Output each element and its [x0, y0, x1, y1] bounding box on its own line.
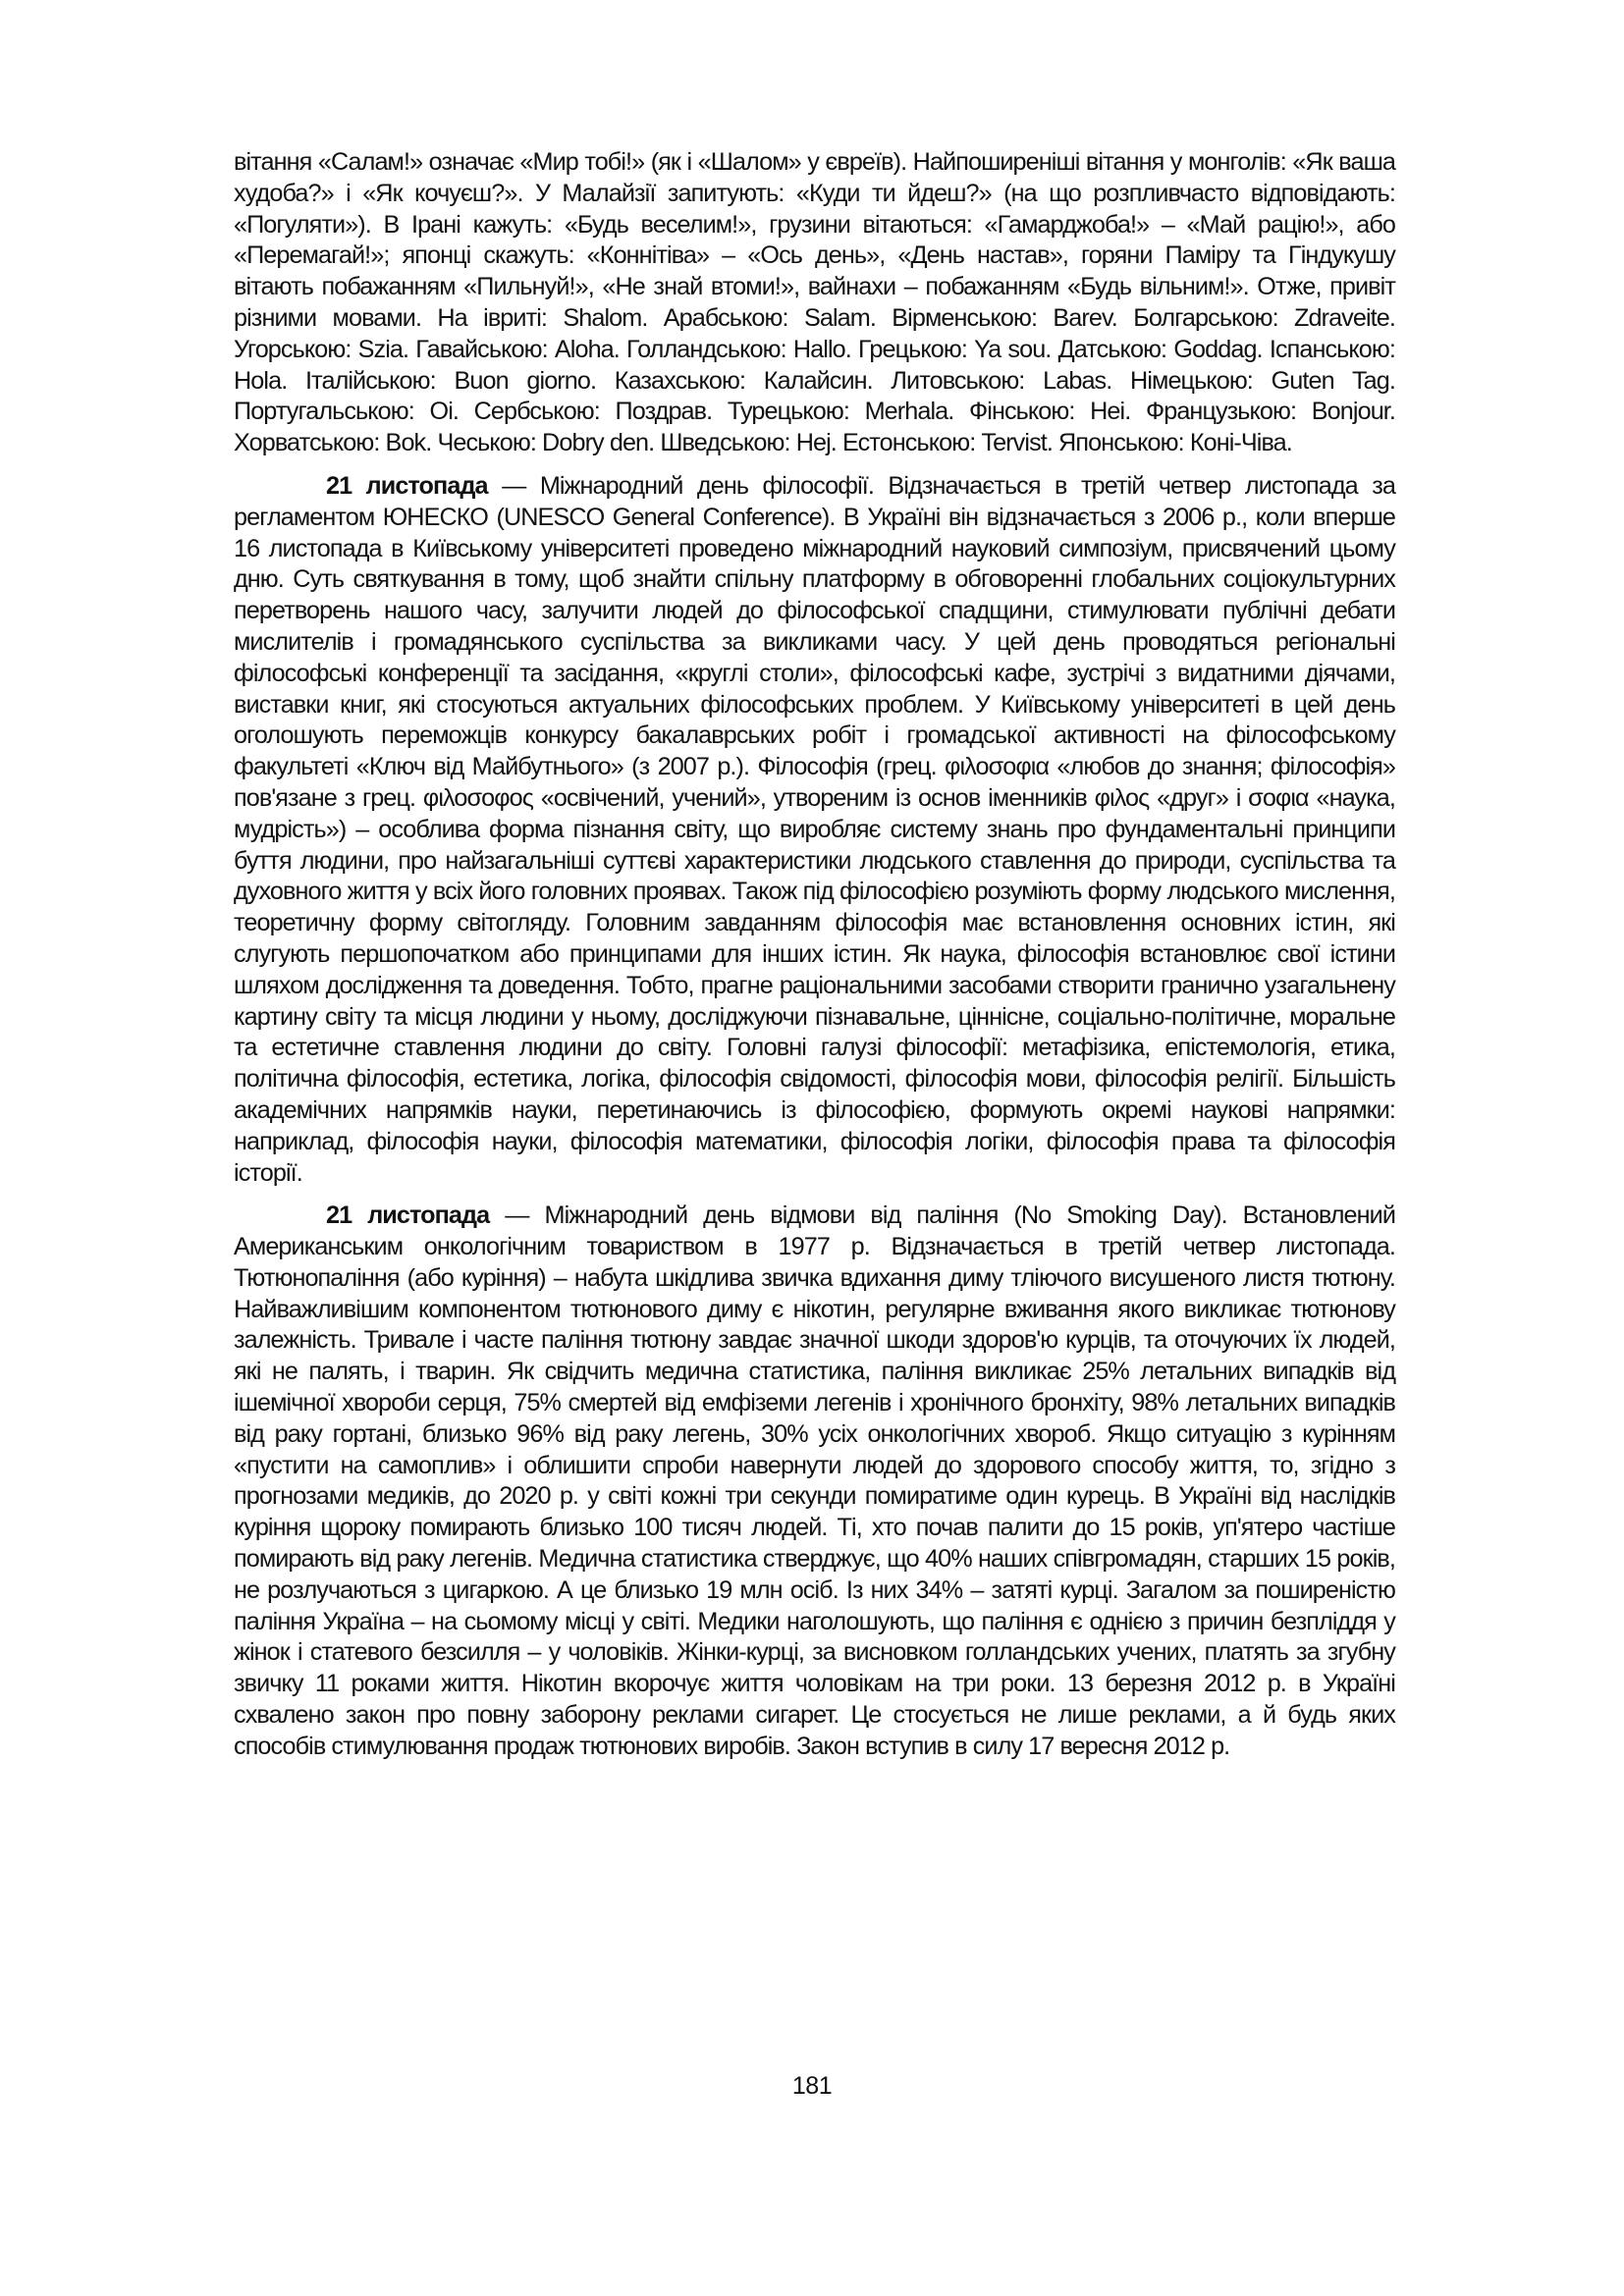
entry-date: 21 листопада — [326, 471, 488, 500]
entry-text: — Міжнародний день відмови від паління (No Smoking Day). Встановлений Американським онкологічним товариством в 1977 р. Відзначається в третій четвер листопада. Тютюнопаління (або куріння) – набута шкідлива звичка вдихання диму тліючого висушеного листя тютюну. Найважливішим компонентом тютюнового диму є нікотин, регулярне вживання якого викликає тютюнову залежність. Тривале і часте паління тютюну завдає значної шкоди здоров'ю курців, та оточуючих їх людей, які не палять, і тварин. Як свідчить медична статистика, паління викликає 25% летальних випадків від ішемічної хвороби серця, 75% смертей від емфіземи легенів і хронічного бронхіту, 98% летальних випадків від раку гортані, близько 96% від раку легень, 30% усіх онкологічних хвороб. Якщо ситуацію з курінням «пустити на самоплив» і облишити спроби навернути людей до здорового способу життя, то, згідно з прогнозами медиків, до 2020 р. у світі кожні три секунди помиратиме один курець. В Україні від наслідків куріння щороку помирають близько 100 тисяч людей. Ті, хто почав палити до 15 років, уп'ятеро частіше помирають від раку легенів. Медична статистика стверджує, що 40% наших співгромадян, старших 15 років, не розлучаються з цигаркою. А це близько 19 млн осіб. Із них 34% – затяті курці. Загалом за поширеністю паління Україна – на сьомому місці у світі. Медики наголошують, що паління є однією з причин безпліддя у жінок і статевого безсилля – у чоловіків. Жінки-курці, за висновком голландських учених, платять за згубну звичку 11 роками життя. Нікотин вкорочує життя чоловікам на три роки. 13 березня 2012 р. в Україні схвалено закон про повну заборону реклами сигарет. Це стосується не лише реклами, а й будь яких способів стимулювання продаж тютюнових виробів. Закон вступив в силу 17 вересня 2012 р. — [234, 1201, 1395, 1760]
page-number: 181 — [791, 2072, 833, 2100]
entry-text: — Міжнародний день філософії. Відзначається в третій четвер листопада за регламентом ЮНЕСКО (UNESCO General Conference). В Україні він відзначається з 2006 р., коли вперше 16 листопада в Київському університеті проведено міжнародний науковий симпозіум, присвячений цьому дню. Суть святкування в тому, щоб знайти спільну платформу в обговоренні глобальних соціокультурних перетворень нашого часу, залучити людей до філософської спадщини, стимулювати публічні дебати мислителів і громадянського суспільства за викликами часу. У цей день проводяться регіональні філософські конференції та засідання, «круглі столи», філософські кафе, зустрічі з видатними діячами, виставки книг, які стосуються актуальних філософських проблем. У Київському університеті в цей день оголошують переможців конкурсу бакалаврських робіт і громадської активності на філософському факультеті «Ключ від Майбутнього» (з 2007 р.). Філософія (грец. φιλοσοφια «любов до знання; філософія» пов'язане з грец. φιλοσοφος «освічений, учений», утвореним із основ іменників φιλος «друг» і σοφια «наука, мудрість») – особлива форма пізнання світу, що виробляє систему знань про фундаментальні принципи буття людини, про найзагальніші суттєві характеристики людського ставлення до природи, суспільства та духовного життя у всіх його головних проявах. Також під філософією розуміють форму людського мислення, теоретичну форму світогляду. Головним завданням філософія має встановлення основних істин, які слугують першопочатком або принципами для інших істин. Як наука, філософія встановлює свої істини шляхом дослідження та доведення. Тобто, прагне раціональними засобами створити гранично узагальнену картину світу та місця людини у ньому, досліджуючи пізнавальне, ціннісне, соціально-політичне, моральне та естетичне ставлення людини до світу. Головні галузі філософії: метафізика, епістемологія, етика, політична філософія, естетика, логіка, філософія свідомості, філософія мови, філософія релігії. Більшість академічних напрямків науки, перетинаючись із філософією, формують окремі наукові напрямки: наприклад, філософія науки, філософія математики, філософія логіки, філософія права та філософія історії. — [234, 471, 1395, 1187]
paragraph-greetings — [234, 147, 1395, 459]
paragraph-text: вітання «Салам!» означає «Мир тобі!» (як і «Шалом» у євреїв). Найпоширеніші вітання у монголів: «Як ваша худоба?» і «Як кочуєш?». У Малайзії запитують: «Куди ти йдеш?» (на що розпливчасто відповідають: «Погуляти»). В Ірані кажуть: «Будь веселим!», грузини вітаються: «Гамарджоба!» – «Май рацію!», або «Перемагай!»; японці скажуть: «Коннітіва» – «Ось день», «День настав», горяни Паміру та Гіндукушу вітають побажанням «Пильнуй!», «Не знай втоми!», вайнахи – побажанням «Будь вільним!». Отже, привіт різними мовами. На івриті: Shalom. Арабською: Salam. Вірменською: Barev. Болгарською: Zdraveite. Угорською: Szia. Гавайською: Aloha. Голландською: Hallo. Грецькою: Ya sou. Датською: Goddag. Іспанською: Hola. Італійською: Buon giorno. Казахською: Калайсин. Литовською: Labas. Німецькою: Guten Tag. Португальською: Oi. Сербською: Поздрав. Турецькою: Merhala. Фінською: Hei. Французькою: Bonjour. Хорватською: Bok. Чеською: Dobry den. Шведською: Hej. Естонською: Tervist. Японською: Коні-Чіва. — [234, 148, 1395, 457]
entry-no-smoking-day — [234, 1201, 1395, 1762]
entry-date: 21 листопада — [326, 1201, 490, 1230]
text-column — [234, 147, 1395, 1763]
entry-philosophy-day — [234, 471, 1395, 1189]
